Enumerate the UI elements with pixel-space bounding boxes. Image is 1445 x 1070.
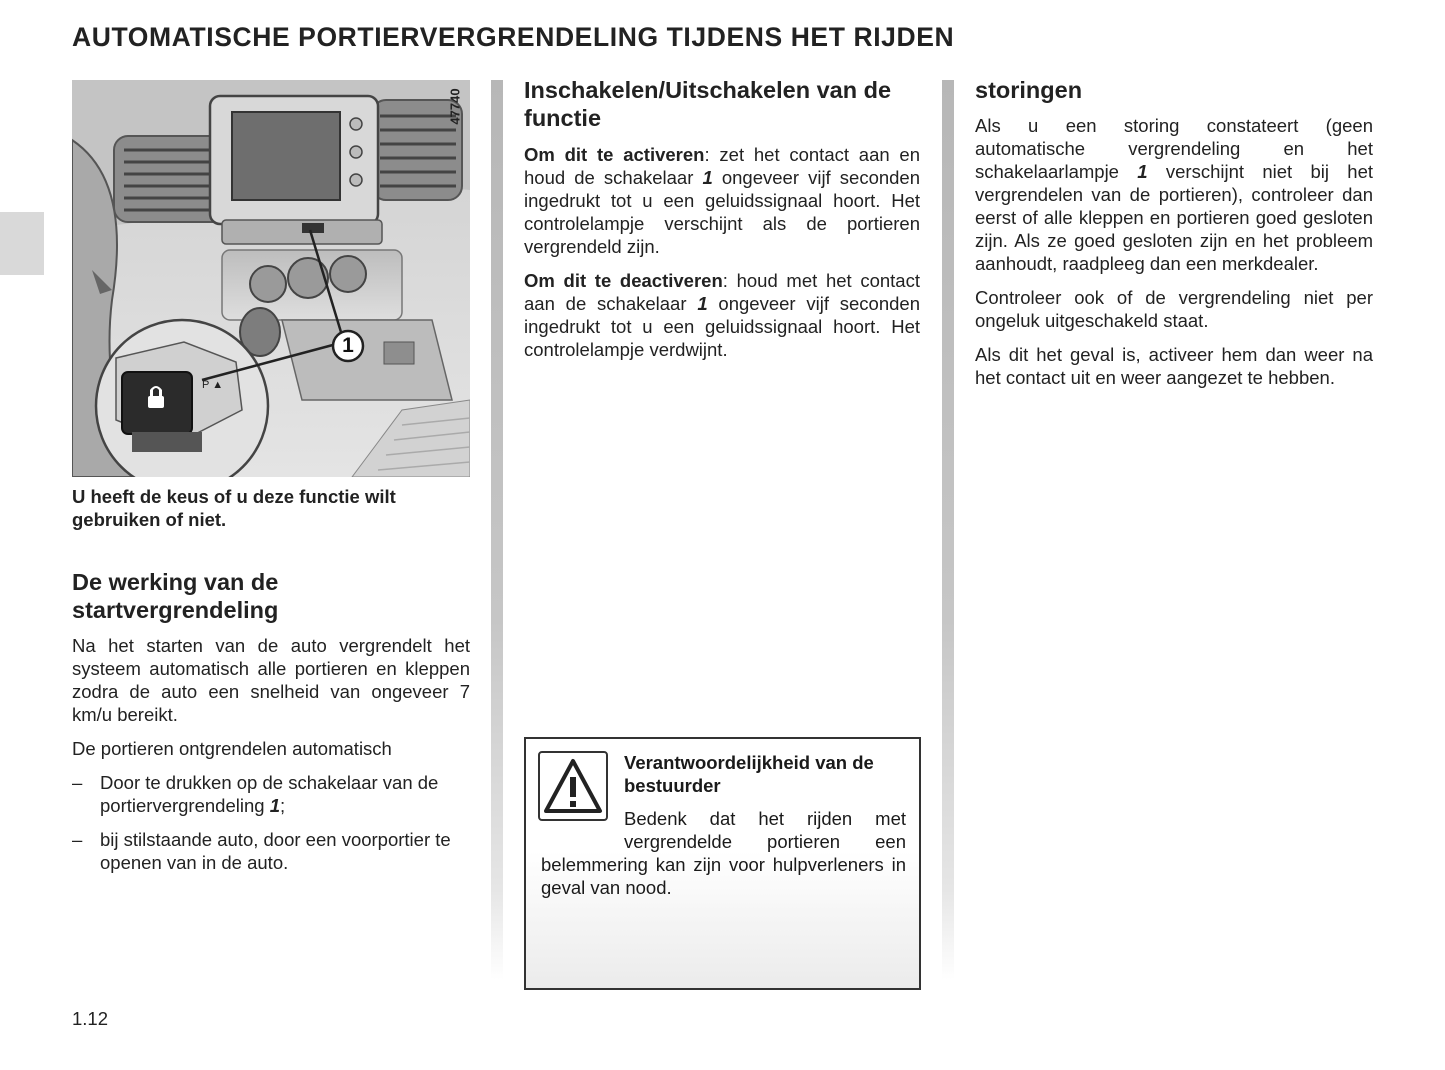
svg-text:P ▲: P ▲ xyxy=(202,379,224,391)
paragraph: Als u een storing constateert (geen automatische vergrendeling en het schakelaarlampje 1 verschijnt niet bij het vergrendelen van de portieren), controleer dan eerst of alle kleppen en portieren goed gesloten zijn. Als ze goed gesloten zijn en het probleem aanhoudt, raadpleeg dan een merkdealer. xyxy=(975,115,1373,274)
paragraph: Als dit het geval is, activeer hem dan weer na het contact uit en weer aangezet te hebben. xyxy=(975,344,1373,388)
page-number: 1.12 xyxy=(72,1008,109,1029)
warning-box xyxy=(524,737,921,990)
figure-caption: U heeft de keus of u deze functie wilt gebruiken of niet. xyxy=(72,486,396,530)
section-heading-startvergrendeling: De werking van de startvergrendeling xyxy=(72,569,279,623)
paragraph-activate: Om dit te activeren: zet het contact aan en houd de schakelaar 1 ongeveer vijf seconden ingedrukt tot u een geluidssignaal hoort. Het controlelampje verschijnt als de portieren vergrendeld zijn. xyxy=(524,144,921,257)
column-separator xyxy=(942,80,954,980)
dashboard-illustration xyxy=(72,80,470,477)
paragraph: De portieren ontgrendelen automatisch xyxy=(72,738,392,759)
callout-number: 1 xyxy=(342,334,354,357)
chapter-tab xyxy=(0,212,44,275)
paragraph: Controleer ook of de vergrendeling niet per ongeluk uitgeschakeld staat. xyxy=(975,287,1373,331)
image-code: 47740 xyxy=(447,88,463,125)
warning-text: Bedenk dat het rijden met vergrendelde portieren een belemmering kan zijn voor hulpverleners in geval van nood. xyxy=(541,808,906,898)
warning-title: Verantwoordelijkheid van de bestuurder xyxy=(624,752,874,796)
list-item: – bij stilstaande auto, door een voorportier te openen van in de auto. xyxy=(72,829,451,873)
section-heading-storingen: storingen xyxy=(975,77,1083,103)
page-title: AUTOMATISCHE PORTIERVERGRENDELING TIJDENS HET RIJDEN xyxy=(72,22,955,52)
paragraph-deactivate: Om dit te deactiveren: houd met het contact aan de schakelaar 1 ongeveer vijf seconden ingedrukt tot u een geluidssignaal hoort. Het controlelampje verdwijnt. xyxy=(524,270,920,360)
paragraph: Na het starten van de auto vergrendelt het systeem automatisch alle portieren en kleppen zodra de auto een snelheid van ongeveer 7 km/u bereikt. xyxy=(72,635,470,725)
column-separator xyxy=(491,80,503,980)
section-heading-inschakelen: Inschakelen/Uitschakelen van de functie xyxy=(524,77,892,131)
list-item: – Door te drukken op de schakelaar van de portiervergrendeling 1; xyxy=(72,772,439,816)
